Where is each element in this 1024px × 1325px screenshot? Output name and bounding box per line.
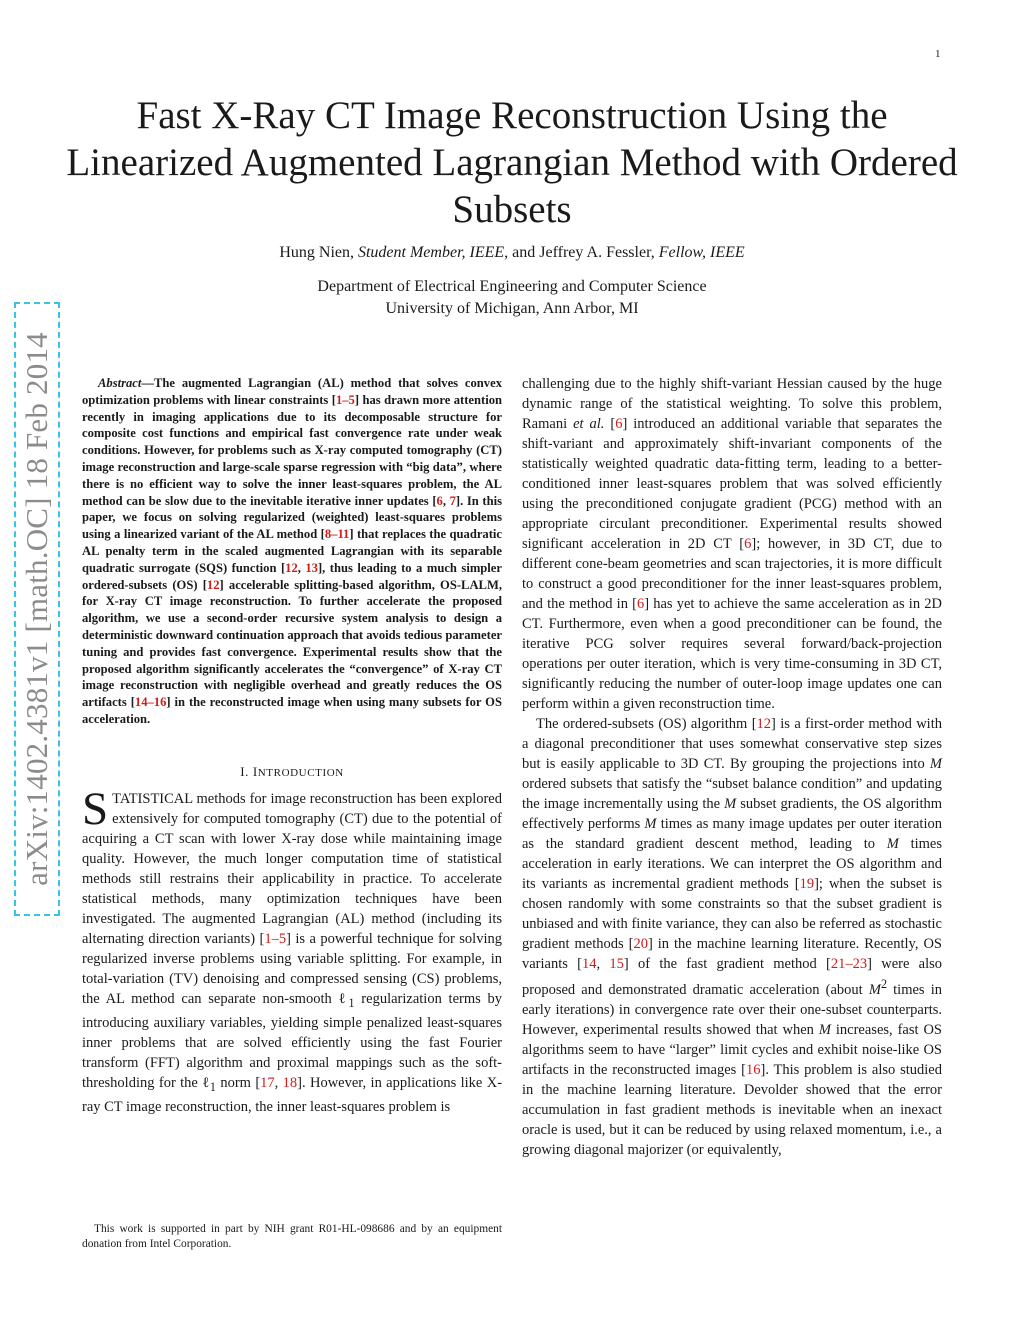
affiliation-line-1: Department of Electrical Engineering and Computer Science xyxy=(317,278,707,295)
citation-link[interactable]: 6 xyxy=(615,416,623,432)
body-text: times as many image updates per outer iteration as the standard gradient descent method, leading to xyxy=(522,816,942,852)
body-text: ] introduced an additional variable that separates the shift-variant and approximately shift-invariant components of the statistically weighted quadratic data-fitting term, leading to a better-conditioned inner least-squares problem that was solved efficiently using the preconditioned conjugate gradient (PCG) method with an appropriate circulant preconditioner. Experimental results showed significant acceleration in 2D CT [ xyxy=(522,416,943,552)
citation-link[interactable]: 6 xyxy=(636,596,645,612)
math-symbol: M xyxy=(868,981,881,998)
subscript: 1 xyxy=(348,995,355,1010)
footnote: This work is supported in part by NIH grant R01-HL-098686 and by an equipment donation from Intel Corporation. xyxy=(82,1223,502,1250)
section-number: I. xyxy=(240,763,253,779)
abstract-label: Abstract xyxy=(98,376,142,390)
body-text: challenging due to the highly shift-variant Hessian caused by the huge dynamic range of the statistical weighting. To solve this problem, Ramani xyxy=(522,376,942,432)
abstract-text: The augmented Lagrangian (AL) method that solves convex optimization problems with linear constraints [ xyxy=(82,376,502,407)
paragraph-1 xyxy=(522,374,942,714)
citation-link[interactable]: 1–5 xyxy=(264,930,287,947)
paragraph-2 xyxy=(522,714,942,1160)
body-text: [ xyxy=(604,416,616,432)
citation-link[interactable]: 15 xyxy=(609,956,624,972)
abstract-text: , xyxy=(297,560,306,575)
subscript: 1 xyxy=(209,1079,216,1094)
body-text: subset gradients, the OS algorithm effectively performs xyxy=(522,796,942,832)
math-symbol: M xyxy=(929,756,942,772)
abstract-dash: — xyxy=(141,376,154,390)
left-column xyxy=(82,375,502,1117)
body-text-italic: et al. xyxy=(573,416,605,432)
abstract-text: ], thus leading to a much simpler ordered-subsets (OS) [ xyxy=(82,560,502,592)
citation-link[interactable]: 8–11 xyxy=(324,527,350,542)
abstract-text: , xyxy=(442,493,450,508)
intro-text: norm [ xyxy=(215,1074,261,1091)
body-text: increases, fast OS algorithms seem to have “larger” limit cycles and exhibit noise-like OS artifacts in the reconstructed images [ xyxy=(522,1021,942,1078)
body-text: ] were also proposed and demonstrated dramatic acceleration (about xyxy=(522,956,943,998)
arxiv-id: arXiv:1402.4381v1 [math.OC] 18 Feb 2014 xyxy=(19,332,54,886)
citation-link[interactable]: 12 xyxy=(206,577,220,592)
page-number: 1 xyxy=(935,48,941,60)
intro-text: regularization terms by introducing auxiliary variables, yielding simple penalized least-squares inner problems that are solved efficiently using the fast Fourier transform (FFT) algorithm and proximal mappings such as the soft-thresholding for the ℓ xyxy=(82,990,502,1091)
section-heading-introduction xyxy=(82,762,502,783)
math-symbol: M xyxy=(644,816,657,832)
body-text: ]. This problem is also studied in the machine learning literature. Devolder showed that the error accumulation in fast gradient methods is inevitable when an inexact oracle is used, but it can be reduced by using relaxed momentum, i.e., a growing diagonal majorizer (or equivalently, xyxy=(522,1061,942,1158)
citation-link[interactable]: 1–5 xyxy=(335,392,355,407)
author-1-role: Student Member, IEEE xyxy=(357,244,505,261)
citation-link[interactable]: 12 xyxy=(756,716,772,732)
body-text: ] has yet to achieve the same acceleration as in 2D CT. Furthermore, even when a good preconditioner can be found, the iterative PCG solver requires several forward/back-projection operations per outer iteration, which is very time-consuming in 3D CT, significantly reducing the number of outer-loop image updates one can perform within a given reconstruction time. xyxy=(522,596,942,712)
citation-link[interactable]: 16 xyxy=(745,1061,761,1078)
citation-link[interactable]: 14–16 xyxy=(134,695,167,710)
math-symbol: M xyxy=(724,796,737,812)
author-2-role: Fellow, IEEE xyxy=(658,244,745,261)
abstract-text: ] accelerable splitting-based algorithm, OS-LALM, for X-ray CT image reconstruction. To further accelerate the proposed algorithm, we use a second-order recursive system analysis to design a deterministic downward continuation approach that avoids tedious parameter tuning and provides fast convergence. Experimental results show that the proposed algorithm significantly accelerates the “convergence” of X-ray CT image reconstruction with negligible overhead and greatly reduces the OS artifacts [ xyxy=(82,577,502,710)
body-text: ] is a first-order method with a diagonal preconditioner that uses somewhat conservative step sizes but is easily applicable to 3D CT. By grouping the projections into xyxy=(522,716,942,772)
citation-link[interactable]: 13 xyxy=(305,560,318,575)
body-text: ] in the machine learning literature. Recently, OS variants [ xyxy=(522,936,942,972)
intro-text: ] is a powerful technique for solving regularized inverse problems using variable splitting. For example, in total-variation (TV) denoising and compressed sensing (CS) problems, the AL method can separate non-smooth ℓ xyxy=(82,930,502,1007)
math-symbol: M xyxy=(886,836,899,852)
author-1: Hung Nien, xyxy=(279,244,354,261)
citation-link[interactable]: 18 xyxy=(282,1074,298,1091)
abstract-text: ] has drawn more attention recently in imaging applications due to its decomposable structure for composite cost functions and empirical fast convergence rate under weak conditions. However, for problems such as X-ray computed tomography (CT) image reconstruction and large-scale sparse regression with “big data”, where there is no efficient way to solve the inner least-squares problem, the AL method can be slow due to the inevitable iterative inner updates [ xyxy=(82,392,502,508)
affiliation xyxy=(0,276,1024,320)
superscript: 2 xyxy=(880,977,887,991)
abstract-text: ]. In this paper, we focus on solving regularized (weighted) least-squares problems using a linearized variant of the AL method [ xyxy=(82,493,502,542)
abstract xyxy=(82,375,502,728)
author-conjunction: , and Jeffrey A. Fessler, xyxy=(504,244,655,261)
introduction-body xyxy=(82,782,503,1117)
citation-link[interactable]: 21–23 xyxy=(830,956,868,972)
body-text: ] of the fast gradient method [ xyxy=(623,956,831,972)
right-column xyxy=(522,374,942,1160)
body-text: times acceleration in early iterations. We can interpret the OS algorithm and its variants as incremental gradient methods [ xyxy=(522,836,942,892)
paper-title: Fast X-Ray CT Image Reconstruction Using the Linearized Augmented Lagrangian Method with Ordered Subsets xyxy=(66,94,958,231)
body-text: times in early iterations) in convergence rate over their one-subset counterparts. However, experimental results showed that when xyxy=(522,981,942,1038)
body-text: ordered subsets that satisfy the “subset balance condition” and updating the image incrementally using the xyxy=(522,776,942,812)
arxiv-stamp[interactable] xyxy=(14,302,60,916)
intro-text: ]. However, in applications like X-ray CT image reconstruction, the inner least-squares problem is xyxy=(82,1074,503,1115)
intro-text: TATISTICAL methods for image reconstruction has been explored extensively for computed tomography (CT) due to the potential of acquiring a CT scan with lower X-ray dose while maintaining image quality. However, the much longer computation time of statistical methods still restrains their applicability in practice. To accelerate statistical methods, many optimization techniques have been investigated. The augmented Lagrangian (AL) method (including its alternating direction variants) [ xyxy=(82,790,502,947)
section-title-rest: NTRODUCTION xyxy=(257,766,344,779)
author-line xyxy=(0,244,1024,262)
body-text: The ordered-subsets (OS) algorithm [ xyxy=(536,716,757,732)
citation-link[interactable]: 20 xyxy=(633,936,648,952)
affiliation-line-2: University of Michigan, Ann Arbor, MI xyxy=(385,300,639,317)
body-text: ]; when the subset is chosen randomly with some constraints so that the subset gradient is unbiased and with finite variance, they can also be referred as stochastic gradient methods [ xyxy=(522,876,942,952)
body-text: , xyxy=(596,956,610,972)
intro-text: , xyxy=(274,1074,283,1091)
citation-link[interactable]: 7 xyxy=(449,493,456,508)
citation-link[interactable]: 12 xyxy=(285,560,298,575)
abstract-text: ] in the reconstructed image when using many subsets for OS acceleration. xyxy=(82,695,502,726)
citation-link[interactable]: 6 xyxy=(436,493,443,508)
citation-link[interactable]: 6 xyxy=(744,536,752,552)
section-title-initial: I xyxy=(252,763,258,779)
citation-link[interactable]: 17 xyxy=(260,1074,275,1091)
math-symbol: M xyxy=(818,1021,831,1038)
citation-link[interactable]: 19 xyxy=(799,876,815,892)
drop-cap: S xyxy=(82,782,109,835)
citation-link[interactable]: 14 xyxy=(582,956,597,972)
body-text: ]; however, in 3D CT, due to different cone-beam geometries and scan trajectories, it is more difficult to construct a good preconditioner for the inner least-squares problem, and the method in [ xyxy=(522,536,942,612)
abstract-text: ] that replaces the quadratic AL penalty term in the scaled augmented Lagrangian with its separable quadratic surrogate (SQS) function [ xyxy=(82,527,502,575)
